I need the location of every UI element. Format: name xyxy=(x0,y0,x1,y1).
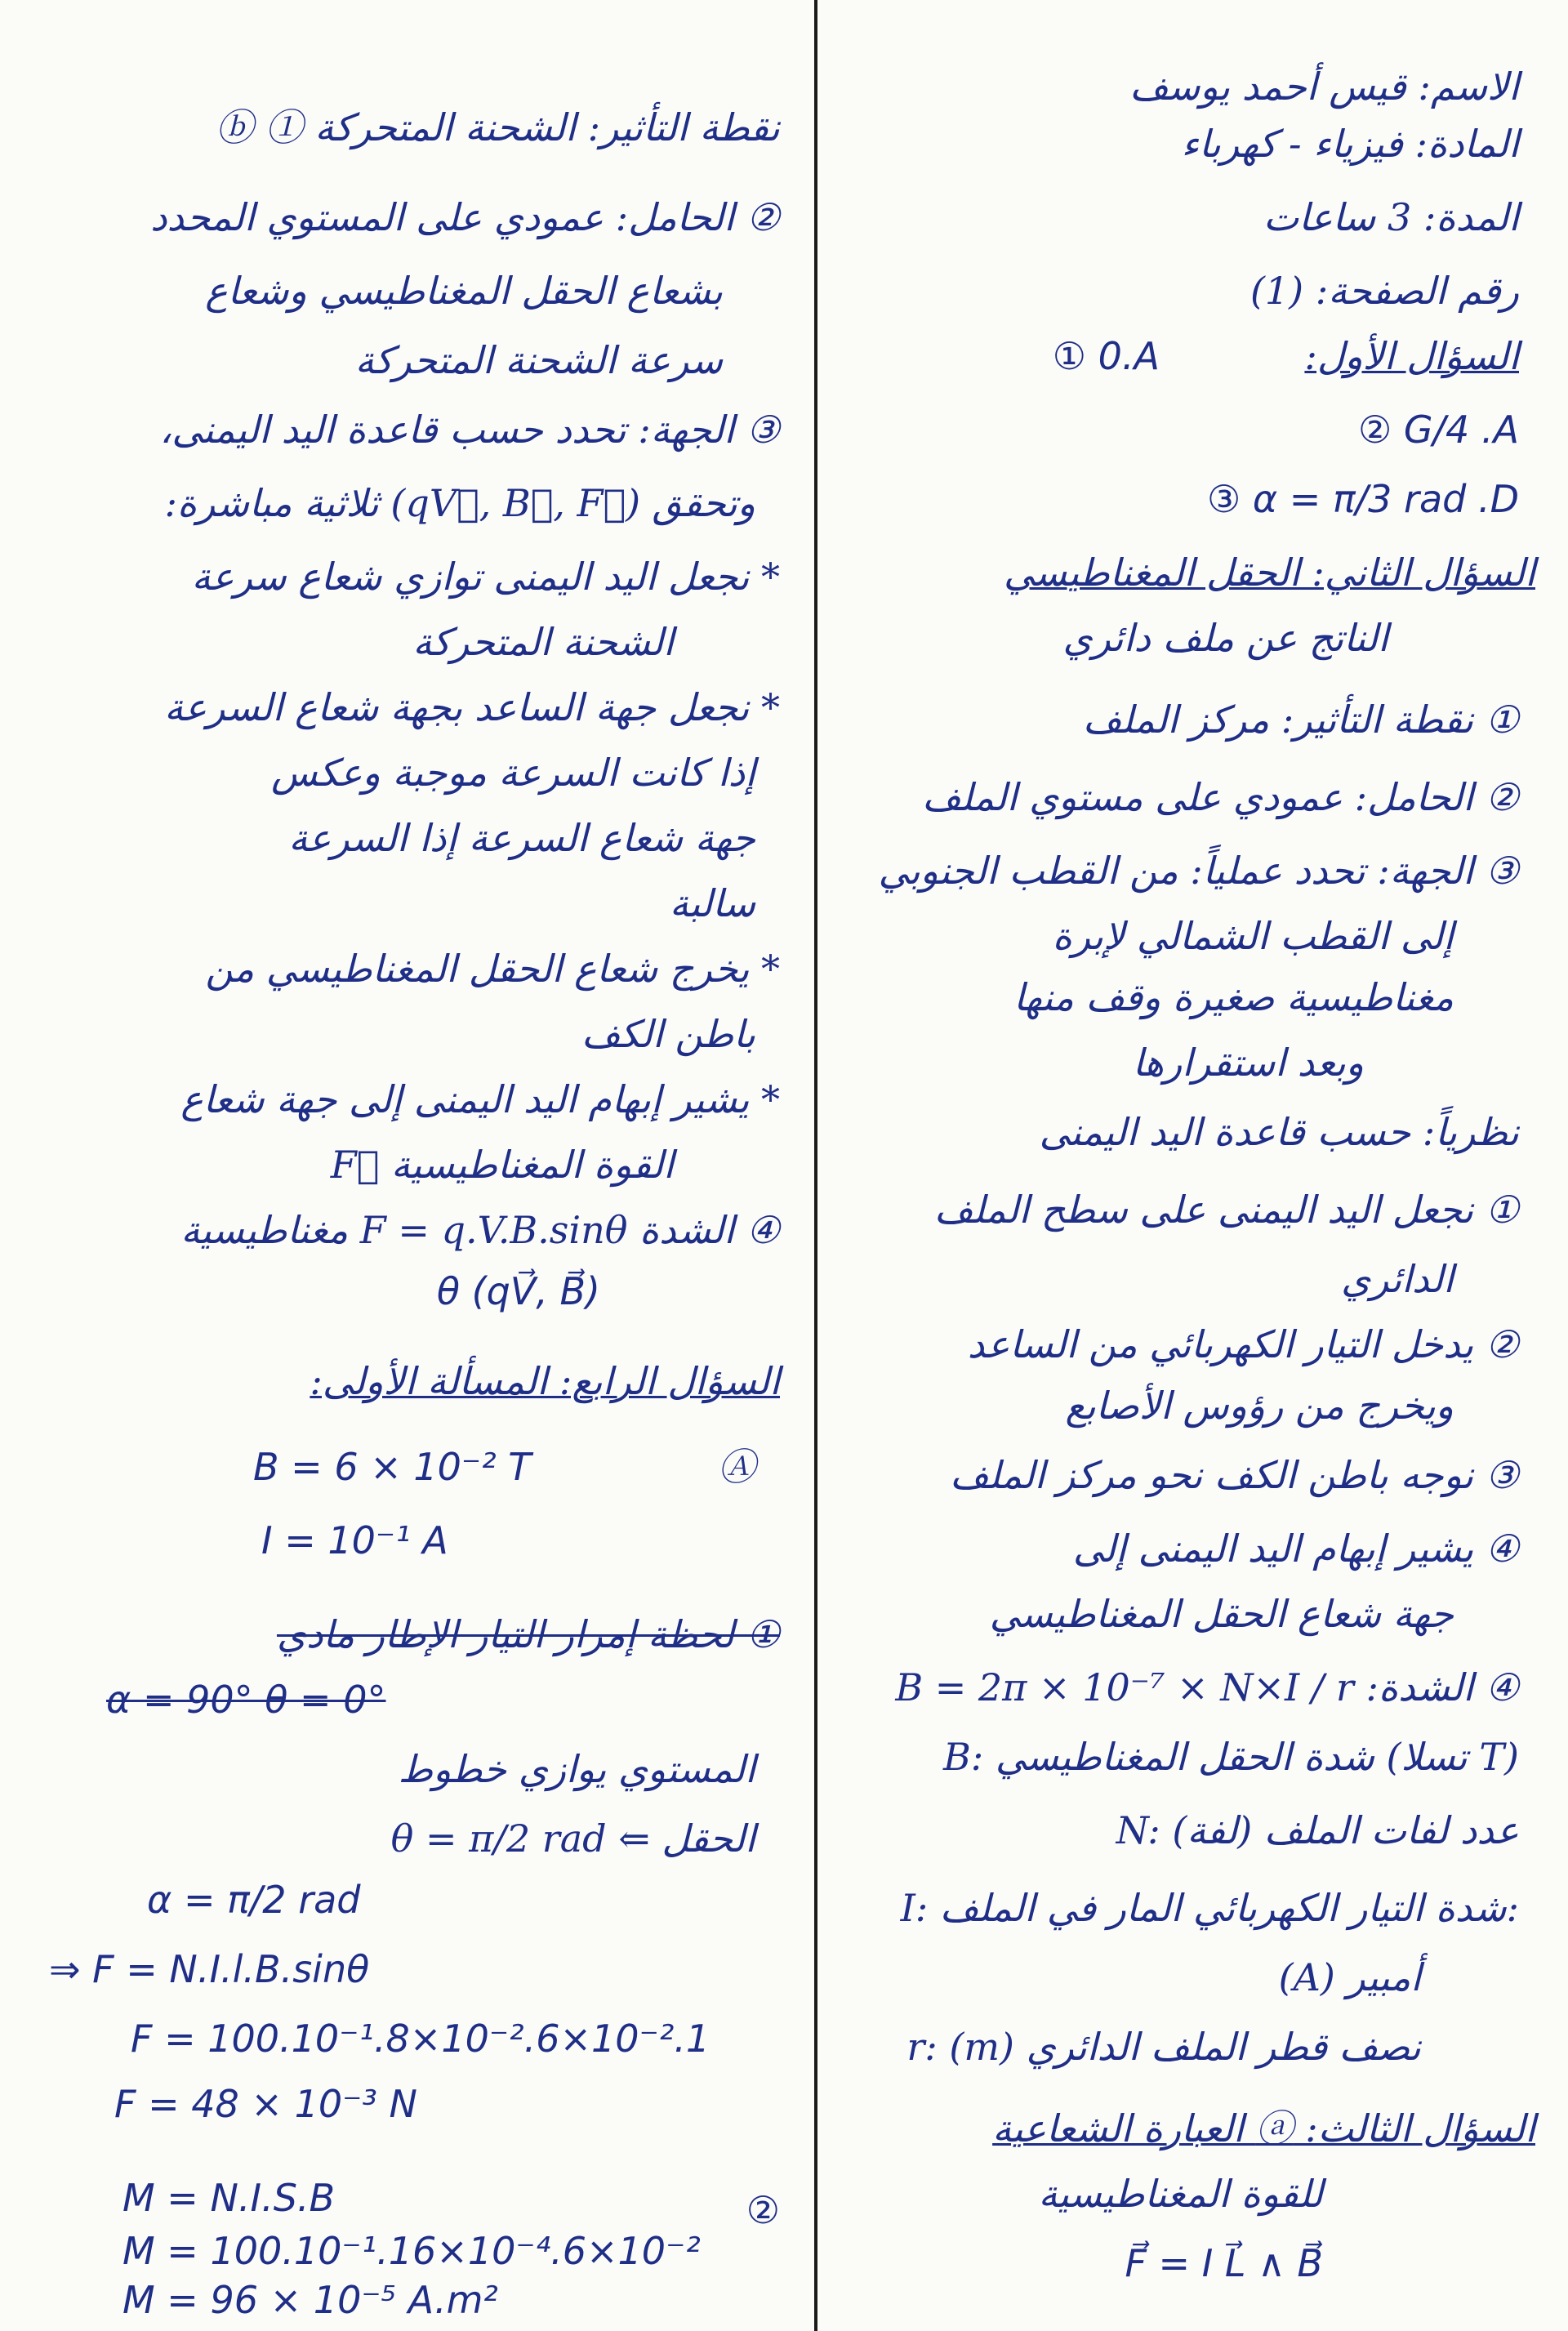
q1-answer-3: ③ α = π/3 rad .D xyxy=(1206,477,1519,521)
q2-def-I-unit: أمبير (A) xyxy=(1278,1955,1421,1999)
step1-a: المستوي يوازي خطوط xyxy=(398,1747,755,1791)
b-point-3f: إذا كانت السرعة موجبة وعكس xyxy=(271,751,755,795)
q2-point-3c: مغناطيسية صغيرة وقف منها xyxy=(1013,975,1454,1019)
student-name: الاسم: قيس أحمد يوسف xyxy=(1129,65,1519,109)
q1-answer-2: ② G/4 .A xyxy=(1358,408,1519,452)
q2-theory-2b: ويخرج من رؤوس الأصابع xyxy=(1065,1384,1454,1428)
q2-point-3a: ③ الجهة: تحدد عملياً: من القطب الجنوبي xyxy=(878,849,1519,893)
q2-theory-1a: ① نجعل اليد اليمنى على سطح الملف xyxy=(933,1188,1519,1232)
left-column xyxy=(8,0,804,2331)
q2-theory-2a: ② يدخل التيار الكهربائي من الساعد xyxy=(967,1322,1519,1366)
struck-line-2: α = 90° θ = 0° xyxy=(106,1678,386,1722)
q2-theory-4a: ④ يشير إبهام اليد اليمنى إلى xyxy=(1072,1527,1519,1571)
q1-title: السؤال الأول: xyxy=(1304,334,1519,378)
q1-answer-1: ① 0.A xyxy=(1052,334,1160,378)
b-point-2c: سرعة الشحنة المتحركة xyxy=(354,338,723,382)
part-A-label: Ⓐ xyxy=(718,1445,755,1489)
b-point-2b: بشعاع الحقل المغناطيسي وشعاع xyxy=(205,269,723,313)
q3-title: السؤال الثالث: ⓐ العبارة الشعاعية xyxy=(992,2106,1535,2150)
b-point-3k: * يشير إبهام اليد اليمنى إلى جهة شعاع xyxy=(180,1077,780,1121)
q2-title: السؤال الثاني: الحقل المغناطيسي xyxy=(1004,550,1535,595)
step2-a: M = N.I.S.B xyxy=(122,2176,336,2220)
q2-point-3b: إلى القطب الشمالي لإبرة xyxy=(1052,914,1454,958)
right-column xyxy=(825,0,1552,2331)
q2-def-N: N: عدد لفات الملف (لفة) xyxy=(1116,1808,1519,1852)
b-point-4a: ④ الشدة F = q.V.B.sinθ مغناطيسية xyxy=(180,1208,780,1252)
b-point-3b: وتحقق (qV⃗, B⃗, F⃗) ثلاثية مباشرة: xyxy=(164,481,755,525)
page-number: رقم الصفحة: (1) xyxy=(1250,269,1519,313)
q2-theory: نظرياً: حسب قاعدة اليد اليمنى xyxy=(1039,1110,1519,1154)
step2-b: M = 100.10⁻¹.16×10⁻⁴.6×10⁻² xyxy=(122,2229,701,2273)
b-point-3l: القوة المغناطيسية F⃗ xyxy=(330,1143,674,1187)
step2-c: M = 96 × 10⁻⁵ A.m² xyxy=(122,2278,498,2322)
q2-def-r: r: (m) نصف قطر الملف الدائري xyxy=(906,2025,1421,2069)
subject: المادة: فيزياء - كهرباء xyxy=(1181,122,1519,166)
column-divider xyxy=(814,0,817,2331)
step2-number: ② xyxy=(746,2188,780,2232)
q2-point-3d: وبعد استقرارها xyxy=(1132,1041,1364,1085)
q2-point-1: ① نقطة التأثير: مركز الملف xyxy=(1083,698,1519,742)
q4-title: السؤال الرابع: المسألة الأولى: xyxy=(310,1359,780,1403)
q2-subtitle: الناتج عن ملف دائري xyxy=(1062,616,1388,660)
step1-c: α = π/2 rad xyxy=(147,1878,361,1922)
q2-theory-3: ③ نوجه باطن الكف نحو مركز الملف xyxy=(950,1453,1519,1497)
b-point-3e: * نجعل جهة الساعد بجهة شعاع السرعة xyxy=(164,685,780,729)
b-point-3a: ③ الجهة: تحدد حسب قاعدة اليد اليمنى، xyxy=(159,408,780,452)
b-point-3g: جهة شعاع السرعة إذا السرعة xyxy=(288,816,755,860)
b-point-3h: سالبة xyxy=(669,881,755,925)
b-point-3c: * نجعل اليد اليمنى توازي شعاع سرعة xyxy=(191,555,780,599)
given-I: I = 10⁻¹ A xyxy=(261,1518,448,1562)
struck-line-1: ① لحظة إمرار التيار الإطار مادي xyxy=(276,1612,780,1656)
q2-def-B: B: شدة الحقل المغناطيسي (تسلا T) xyxy=(942,1735,1519,1779)
step1-b: الحقل ⇐ θ = π/2 rad xyxy=(390,1816,755,1861)
given-B: B = 6 × 10⁻² T xyxy=(253,1445,532,1489)
q2-def-I: I: شدة التيار الكهربائي المار في الملف: xyxy=(900,1886,1519,1930)
duration: المدة: 3 ساعات xyxy=(1263,195,1519,239)
q3-formula: F⃗ = I L⃗ ∧ B⃗ xyxy=(1125,2241,1323,2285)
b-point-2a: ② الحامل: عمودي على المستوي المحدد xyxy=(150,195,780,239)
q2-intensity: ④ الشدة: B = 2π × 10⁻⁷ × N×I / r xyxy=(895,1665,1519,1709)
b-point-4b: θ (qV⃗, B⃗) xyxy=(436,1269,600,1313)
b-point-3d: الشحنة المتحركة xyxy=(412,620,674,664)
step1-d: ⇒ F = N.I.l.B.sinθ xyxy=(49,1947,370,1991)
b-point-3i: * يخرج شعاع الحقل المغناطيسي من xyxy=(205,947,780,991)
q3-subtitle: للقوة المغناطيسية xyxy=(1038,2172,1323,2216)
step1-e: F = 100.10⁻¹.8×10⁻².6×10⁻².1 xyxy=(131,2017,710,2061)
b-point-3j: باطن الكف xyxy=(581,1012,755,1056)
step1-f: F = 48 × 10⁻³ N xyxy=(114,2082,417,2126)
q2-theory-4b: جهة شعاع الحقل المغناطيسي xyxy=(989,1592,1454,1636)
q2-theory-1b: الدائري xyxy=(1341,1257,1454,1301)
q2-point-2: ② الحامل: عمودي على مستوي الملف xyxy=(922,775,1519,819)
b-point-1: ⓑ ① نقطة التأثير: الشحنة المتحركة xyxy=(216,105,780,149)
